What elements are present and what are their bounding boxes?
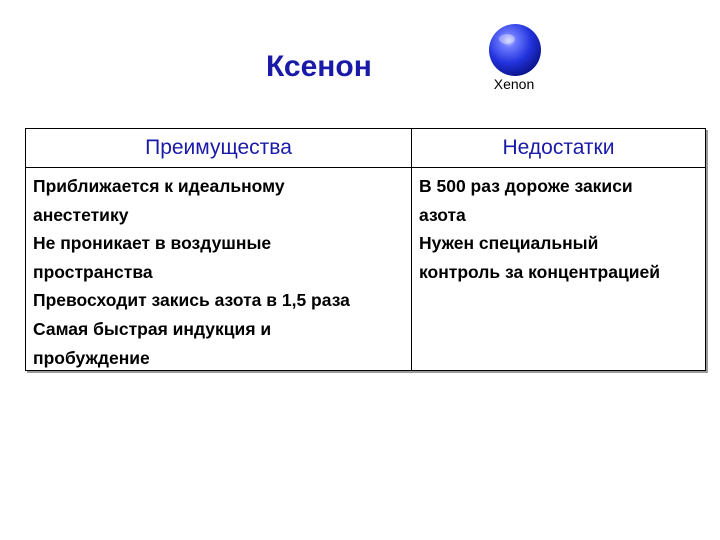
disadvantage-line: контроль за концентрацией xyxy=(419,261,660,282)
header-divider xyxy=(26,167,705,168)
disadvantage-line: В 500 раз дороже закиси xyxy=(419,176,633,196)
advantage-line: анестетику xyxy=(33,204,129,225)
slide-title: Ксенон xyxy=(266,50,372,83)
disadvantage-line: Нужен специальный xyxy=(419,233,599,254)
advantage-line: Приближается к идеальному xyxy=(33,176,285,196)
advantages-cell xyxy=(33,172,409,372)
comparison-table xyxy=(25,128,706,371)
advantage-line: пробуждение xyxy=(33,347,150,368)
header-advantages: Преимущества xyxy=(145,136,292,159)
header-disadvantages: Недостатки xyxy=(502,136,615,159)
disadvantages-cell xyxy=(419,172,705,286)
advantage-line: пространства xyxy=(33,261,153,282)
xenon-atom-icon xyxy=(487,22,543,78)
advantage-line: Не проникает в воздушные xyxy=(33,233,272,254)
atom-label: Xenon xyxy=(493,76,535,92)
advantage-line: Самая быстрая индукция и xyxy=(33,318,272,339)
advantage-line: Превосходит закись азота в 1,5 раза xyxy=(33,290,350,311)
disadvantage-line: азота xyxy=(419,204,466,225)
